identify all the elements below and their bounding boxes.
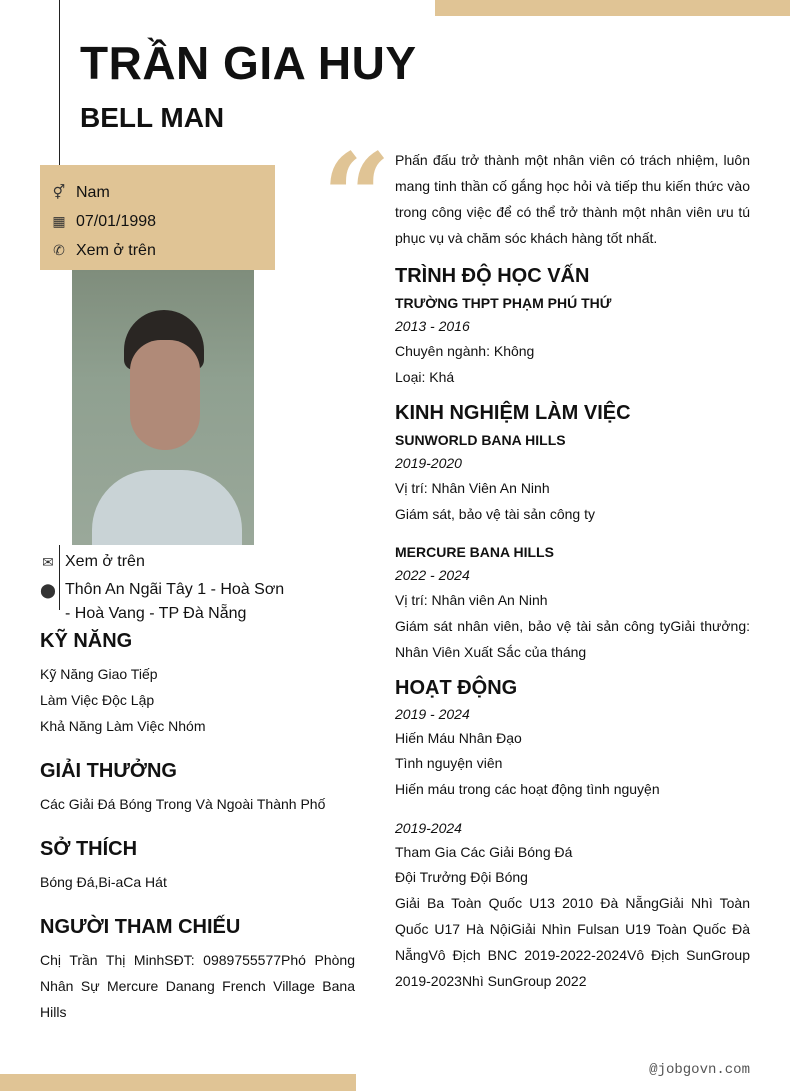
- gender-icon: ⚥: [52, 184, 66, 200]
- header-divider: [59, 0, 60, 165]
- job-title: BELL MAN: [80, 102, 225, 133]
- skills-section: [40, 630, 355, 739]
- references-section: [40, 916, 355, 1025]
- company-name: SUNWORLD BANA HILLS: [395, 432, 566, 448]
- birthday: 07/01/1998: [76, 212, 157, 230]
- education-date: 2013 - 2016: [395, 318, 470, 334]
- phone: Xem ở trên: [76, 241, 156, 259]
- activity-role: Tình nguyện viên: [395, 755, 503, 771]
- education-major: Chuyên ngành: Không: [395, 343, 535, 359]
- top-accent-bar: [435, 0, 790, 16]
- education-grade: Loại: Khá: [395, 369, 455, 385]
- quote-icon: “: [322, 127, 392, 268]
- right-column: [395, 147, 750, 994]
- awards-heading: GIẢI THƯỞNG: [40, 760, 177, 782]
- address: [59, 578, 284, 626]
- activity-name: Hiến Máu Nhân Đạo: [395, 730, 522, 746]
- candidate-name: TRẦN GIA HUY: [80, 37, 417, 89]
- experience-heading: KINH NGHIỆM LÀM VIỆC: [395, 402, 631, 424]
- calendar-icon: ▦: [52, 213, 66, 229]
- activity-date: 2019-2024: [395, 820, 462, 836]
- education-heading: TRÌNH ĐỘ HỌC VẤN: [395, 265, 590, 287]
- activity-desc: Hiến máu trong các hoạt động tình nguyện: [395, 781, 660, 797]
- contact-info: [40, 550, 360, 630]
- experience-item: [395, 429, 750, 527]
- activity-item: [395, 816, 750, 994]
- phone-icon: ✆: [53, 242, 65, 258]
- award-item: Các Giải Đá Bóng Trong Và Ngoài Thành Phố: [40, 796, 326, 812]
- location-pin-icon: ⬤: [40, 582, 56, 598]
- skill-item: Làm Việc Độc Lập: [40, 692, 155, 708]
- email: Xem ở trên: [65, 553, 145, 570]
- reference-text: Chị Trần Thị MinhSĐT: 0989755577Phó Phòng Nhân Sự Mercure Danang French Village Bana Hills: [40, 952, 355, 1020]
- references-heading: NGƯỜI THAM CHIẾU: [40, 916, 241, 938]
- skill-item: Kỹ Năng Giao Tiếp: [40, 666, 158, 682]
- activity-desc: Giải Ba Toàn Quốc U13 2010 Đà NẵngGiải Nhì Toàn Quốc U17 Hà NộiGiải Nhìn Fulsan U19 Toàn Quốc Đà NẵngVô Địch BNC 2019-2022-2024Vô Địch SunGroup 2019-2023Nhì SunGroup 2022: [395, 895, 750, 989]
- address-line-2: - Hoà Vang - TP Đà Nẵng: [65, 605, 247, 622]
- hobby-item: Bóng Đá,Bi-aCa Hát: [40, 874, 167, 890]
- gender: Nam: [76, 183, 110, 201]
- skill-item: Khả Năng Làm Việc Nhóm: [40, 718, 206, 734]
- activity-date: 2019 - 2024: [395, 706, 470, 722]
- company-name: MERCURE BANA HILLS: [395, 544, 554, 560]
- experience-desc: Giám sát, bảo vệ tài sản công ty: [395, 506, 595, 522]
- experience-role: Vị trí: Nhân Viên An Ninh: [395, 480, 550, 496]
- hobbies-section: [40, 838, 355, 895]
- experience-desc: Giám sát nhân viên, bảo vệ tài sản công tyGiải thưởng: Nhân Viên Xuất Sắc của tháng: [395, 618, 750, 660]
- awards-section: [40, 760, 355, 817]
- activity-role: Đội Trưởng Đội Bóng: [395, 869, 528, 885]
- school-name: TRƯỜNG THPT PHẠM PHÚ THỨ: [395, 295, 612, 311]
- address-line-1: Thôn An Ngãi Tây 1 - Hoà Sơn: [65, 581, 285, 598]
- activities-heading: HOẠT ĐỘNG: [395, 677, 518, 699]
- experience-date: 2022 - 2024: [395, 567, 470, 583]
- watermark: @jobgovn.com: [649, 1062, 750, 1078]
- experience-date: 2019-2020: [395, 455, 462, 471]
- experience-item: [395, 541, 750, 665]
- experience-role: Vị trí: Nhân viên An Ninh: [395, 592, 548, 608]
- hobbies-heading: SỞ THÍCH: [40, 838, 138, 860]
- skills-heading: KỸ NĂNG: [40, 630, 133, 652]
- profile-photo: [72, 270, 254, 545]
- activity-name: Tham Gia Các Giải Bóng Đá: [395, 844, 573, 860]
- bottom-accent-bar: [0, 1074, 356, 1091]
- personal-info-box: [40, 165, 275, 270]
- career-objective: Phấn đấu trở thành một nhân viên có trách nhiệm, luôn mang tinh thần cố gắng học hỏi và tiếp thu kiến thức vào trong công việc để có thể trở thành một nhân viên ưu tú phục vụ và chăm sóc khách hàng tốt nhất.: [395, 152, 750, 246]
- activity-item: [395, 702, 750, 802]
- email-icon: ✉: [42, 554, 54, 570]
